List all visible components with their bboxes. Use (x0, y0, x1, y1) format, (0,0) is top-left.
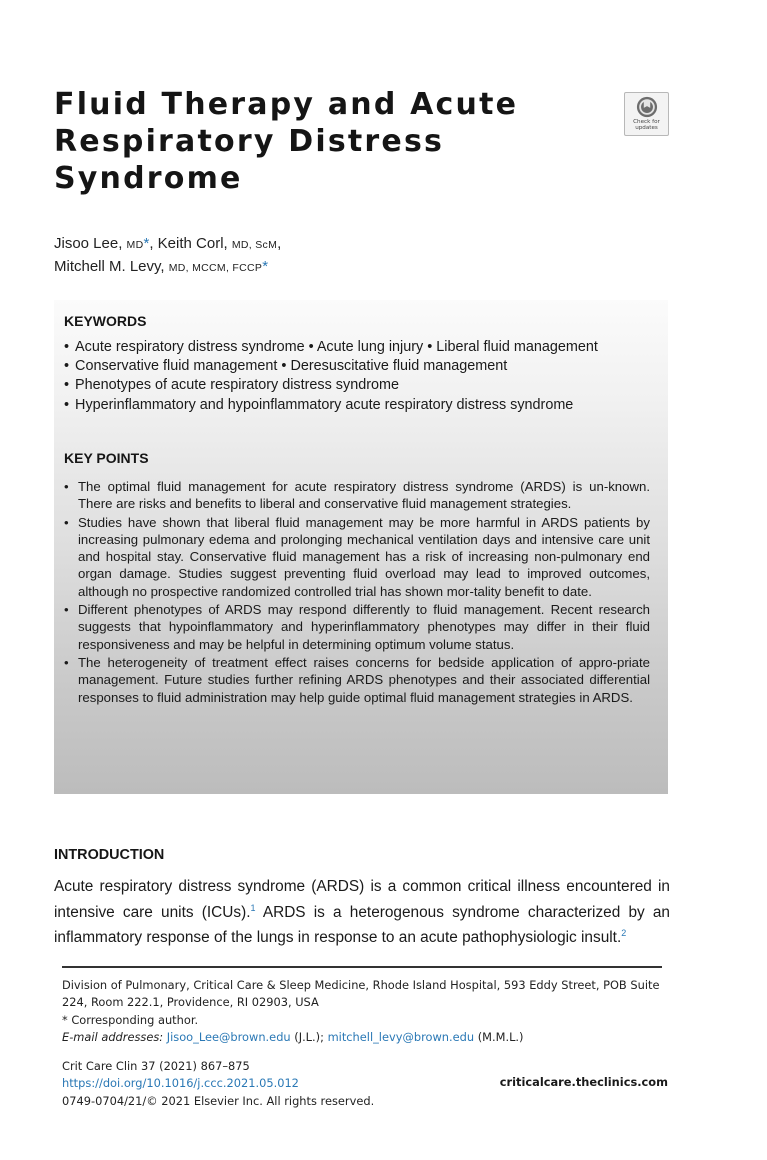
footnote-block (62, 977, 668, 1046)
reference-link[interactable]: 1 (250, 902, 256, 913)
badge-label: Check for updates (633, 119, 660, 131)
author-degree: MD (126, 239, 144, 251)
keyword-line: • Phenotypes of acute respiratory distress syndrome (64, 377, 399, 394)
keyword-text: Phenotypes of acute respiratory distress syndrome (75, 377, 399, 394)
author-separator: , (149, 235, 158, 252)
key-point-text: Studies have shown that liberal fluid management may be more harmful in ARDS patients by increasing pulmonary edema and prolonging mechanical ventilation days and intensive care unit and hospital stay. Conservative fluid management has a risk of increasing non-pulmonary end organ damage. Studies suggest preventing fluid overload may lead to improved outcomes, although no prospective randomized controlled trial has shown mor-tality benefit to date. (78, 514, 650, 599)
journal-website: criticalcare.theclinics.com (499, 1075, 668, 1089)
author-name: Jisoo Lee, (54, 235, 127, 252)
email-note: (J.L.); (290, 1029, 328, 1044)
affiliation-text: Division of Pulmonary, Critical Care & Sleep Medicine, Rhode Island Hospital, 593 Eddy Street, POB Suite 224, Room 222.1, Providence, RI 02903, USA (62, 978, 660, 1010)
key-point-text: Different phenotypes of ARDS may respond differently to fluid management. Recent research suggests that hypoinflammatory and hyperinflammatory phenotypes may differ in their fluid responsiveness and may be helpful in determining optimum volume status. (78, 602, 650, 652)
key-point: • Different phenotypes of ARDS may respond differently to fluid management. Recent research suggests that hypoinflammatory and hyperinflammatory phenotypes may differ in their fluid responsiveness and may be helpful in determining optimum volume status. (64, 602, 650, 652)
doi-link[interactable]: https://doi.org/10.1016/j.ccc.2021.05.012 (62, 1076, 299, 1091)
key-point-text: The optimal fluid management for acute respiratory distress syndrome (ARDS) is un-known. There are risks and benefits to liberal and conservative fluid management strategies. (78, 479, 650, 512)
key-point-text: The heterogeneity of treatment effect raises concerns for bedside application of appro-priate management. Future studies further refining ARDS phenotypes and their associated differential responses to fluid administration may help guide optimal fluid management strategies in ARDS. (78, 655, 650, 705)
footnote-divider (62, 966, 662, 968)
intro-text: ARDS is a heterogenous syndrome characterized by an inflammatory response of the lungs in response to an acute pathophysiologic insult. (54, 903, 670, 947)
keyword-line: • Hyperinflammatory and hypoinflammatory acute respiratory distress syndrome (64, 396, 574, 413)
keyword-line: • Acute respiratory distress syndrome • Acute lung injury • Liberal fluid management (64, 339, 598, 355)
author-degree: MD, MCCM, FCCP (168, 262, 263, 274)
journal-citation: Crit Care Clin 37 (2021) 867–875 (62, 1059, 250, 1073)
title-line: Fluid Therapy and Acute (54, 87, 519, 122)
author-separator: , (277, 235, 282, 252)
author-list (54, 233, 654, 279)
email-line (62, 1029, 668, 1046)
email-link[interactable]: mitchell_levy@brown.edu (327, 1029, 475, 1044)
author-name: Keith Corl, (157, 235, 232, 252)
keyword-text: Hyperinflammatory and hypoinflammatory acute respiratory distress syndrome (75, 396, 574, 413)
article-title (54, 86, 524, 197)
corresponding-note: * Corresponding author. (62, 1012, 199, 1027)
author-degree: MD, ScM (231, 239, 278, 251)
title-line: Syndrome (54, 161, 243, 196)
key-points-list (64, 478, 650, 707)
email-label: E-mail addresses: (62, 1029, 164, 1044)
check-for-updates-icon (636, 96, 658, 118)
intro-text: Acute respiratory distress syndrome (ARDS) is a common critical illness encountered in intensive care units (ICUs). (54, 878, 670, 921)
keyword-text: Acute respiratory distress syndrome • Acute lung injury • Liberal fluid management (75, 339, 598, 355)
copyright-notice: 0749-0704/21/© 2021 Elsevier Inc. All rights reserved. (62, 1093, 375, 1108)
corresponding-marker[interactable]: * (143, 235, 150, 252)
reference-link[interactable]: 2 (621, 928, 627, 939)
key-point: • Studies have shown that liberal fluid management may be more harmful in ARDS patients by increasing pulmonary edema and prolonging mechanical ventilation days and intensive care unit and hospital stay. Conservative fluid management has a risk of increasing non-pulmonary end organ damage. Studies suggest preventing fluid overload may lead to improved outcomes, although no prospective randomized controlled trial has shown mor-tality benefit to date. (64, 514, 650, 599)
key-point: • The optimal fluid management for acute respiratory distress syndrome (ARDS) is un-known. There are risks and benefits to liberal and conservative fluid management strategies. (64, 479, 650, 512)
title-line: Respiratory Distress (54, 124, 445, 159)
email-link[interactable]: Jisoo_Lee@brown.edu (166, 1029, 291, 1044)
keywords-keypoints-panel (54, 300, 668, 794)
keywords-heading: KEYWORDS (64, 313, 147, 329)
keywords-list (64, 338, 664, 415)
keyword-line: • Conservative fluid management • Deresuscitative fluid management (64, 358, 508, 375)
introduction-heading: INTRODUCTION (54, 847, 165, 863)
corresponding-marker[interactable]: * (262, 258, 269, 275)
author-name: Mitchell M. Levy, (54, 258, 169, 275)
key-points-heading: KEY POINTS (64, 450, 149, 466)
keyword-text: Conservative fluid management • Deresuscitative fluid management (75, 358, 508, 375)
introduction-paragraph (54, 877, 670, 949)
key-point: • The heterogeneity of treatment effect raises concerns for bedside application of appro-priate management. Future studies further refining ARDS phenotypes and their associated differential responses to fluid administration may help guide optimal fluid management strategies in ARDS. (64, 655, 650, 705)
email-note: (M.M.L.) (474, 1029, 524, 1044)
check-for-updates-badge[interactable] (624, 92, 669, 136)
